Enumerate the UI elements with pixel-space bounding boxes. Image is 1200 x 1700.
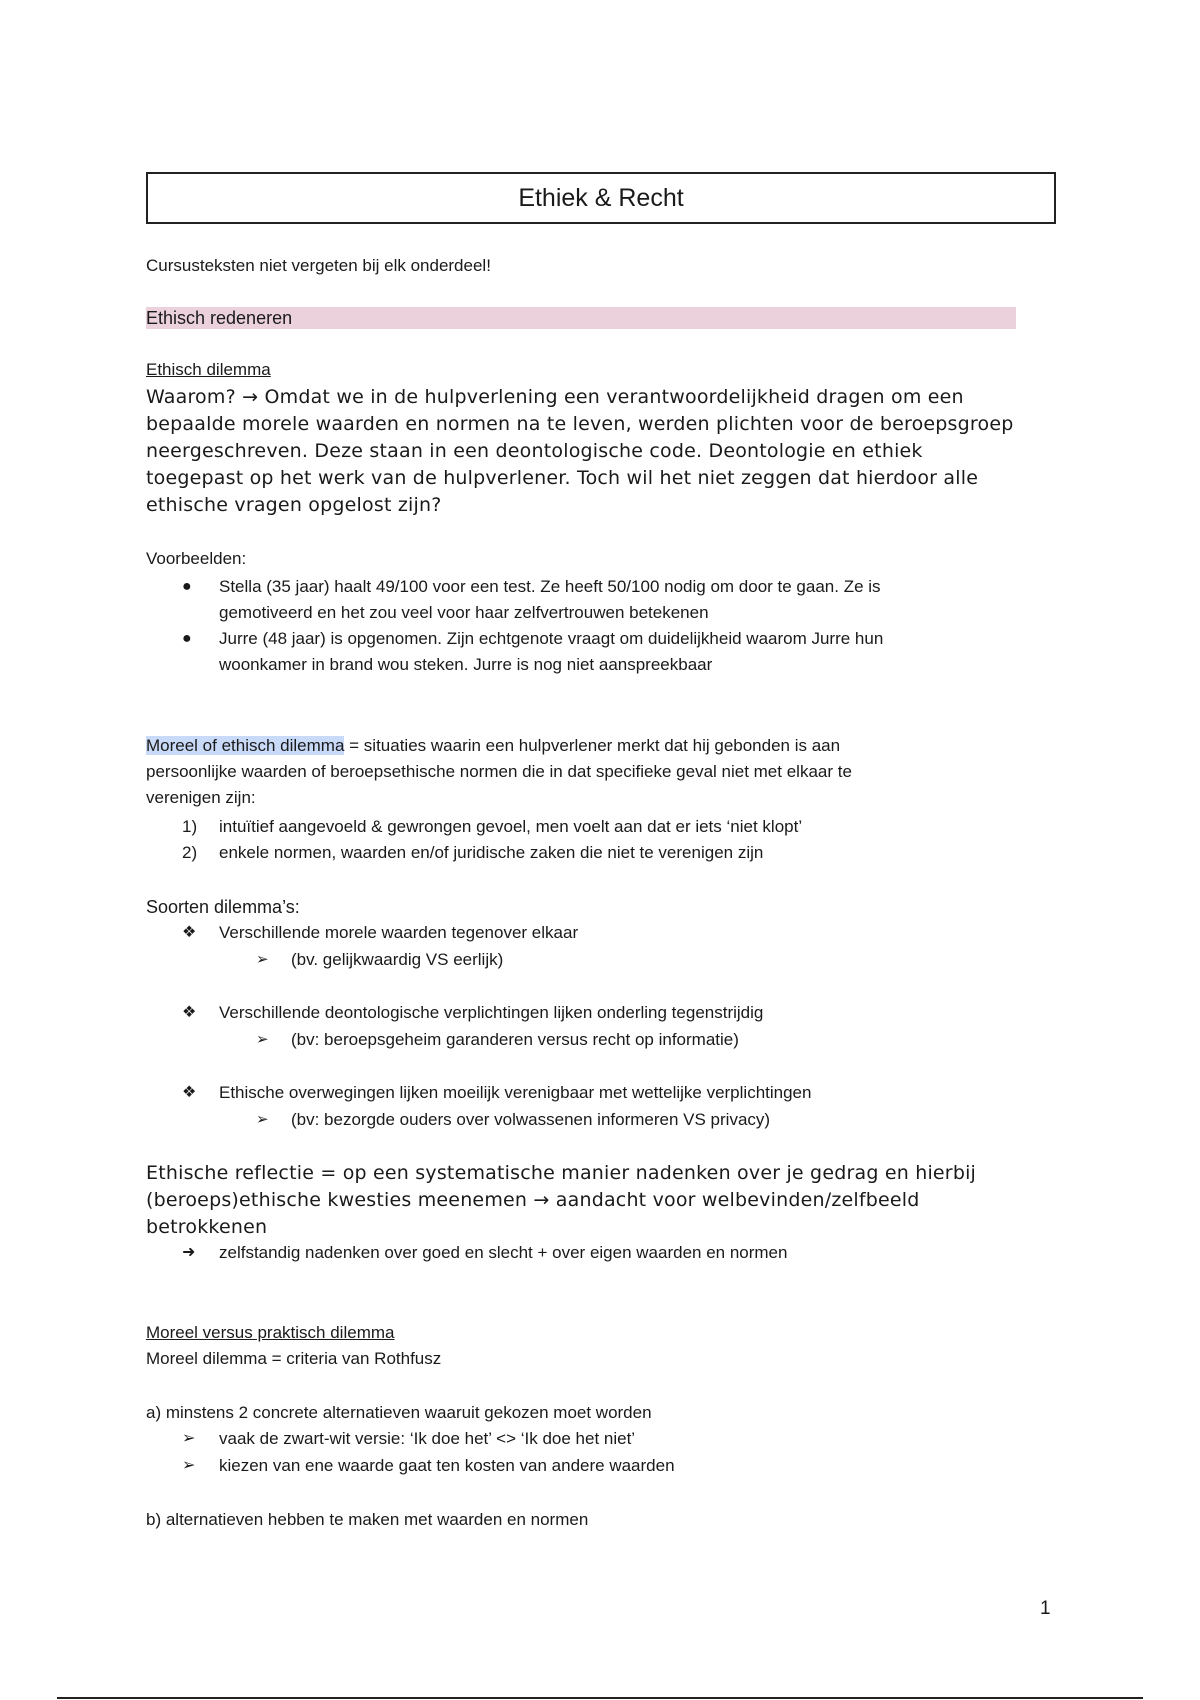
paragraph-line: Waarom? → Omdat we in de hulpverlening een verantwoordelijkheid dragen om een (146, 386, 964, 408)
course-note: Cursusteksten niet vergeten bij elk onderdeel! (146, 256, 491, 275)
example-line: Jurre (48 jaar) is opgenomen. Zijn echtgenote vraagt om duidelijkheid waarom Jurre hun (219, 629, 884, 648)
soorten-label: Soorten dilemma’s: (146, 897, 300, 917)
definition-line-1 (146, 733, 840, 759)
arrow-right-icon: ➜ (182, 1244, 196, 1261)
reflectie-line: (beroeps)ethische kwesties meenemen → aandacht voor welbevinden/zelfbeeld (146, 1189, 920, 1211)
paragraph-line: bepaalde morele waarden en normen na te leven, werden plichten voor de beroepsgroep (146, 413, 1014, 435)
reflectie-sub-text: zelfstandig nadenken over goed en slecht + over eigen waarden en normen (219, 1243, 788, 1262)
soort-sub-text: (bv: beroepsgeheim garanderen versus recht op informatie) (291, 1030, 739, 1049)
arrow-bullet-icon: ➢ (256, 951, 269, 968)
reflectie-line: betrokkenen (146, 1216, 268, 1238)
diamond-bullet-icon: ❖ (182, 1004, 197, 1021)
subheading-moreel-praktisch: Moreel versus praktisch dilemma (146, 1323, 395, 1342)
arrow-bullet-icon: ➢ (182, 1430, 196, 1447)
moreel-dilemma-line: Moreel dilemma = criteria van Rothfusz (146, 1349, 442, 1368)
subheading-ethisch-dilemma: Ethisch dilemma (146, 360, 271, 379)
numbered-item-text: enkele normen, waarden en/of juridische zaken die niet te verenigen zijn (219, 843, 764, 862)
example-line: gemotiveerd en het zou veel voor haar zelfvertrouwen betekenen (219, 603, 709, 622)
example-line: woonkamer in brand wou steken. Jurre is nog niet aanspreekbaar (219, 655, 713, 674)
criterion-a: a) minstens 2 concrete alternatieven waaruit gekozen moet worden (146, 1403, 652, 1422)
soort-sub-text: (bv: bezorgde ouders over volwassenen informeren VS privacy) (291, 1110, 771, 1129)
section-heading: Ethisch redeneren (146, 308, 293, 328)
paragraph-line: toegepast op het werk van de hulpverlener. Toch wil het niet zeggen dat hierdoor alle (146, 467, 979, 489)
definition-text: = situaties waarin een hulpverlener merkt dat hij gebonden is aan (344, 736, 841, 755)
arrow-bullet-icon: ➢ (182, 1457, 196, 1474)
soort-text: Verschillende morele waarden tegenover elkaar (219, 923, 579, 942)
soort-text: Ethische overwegingen lijken moeilijk verenigbaar met wettelijke verplichtingen (219, 1083, 812, 1102)
page-number: 1 (1040, 1598, 1051, 1619)
highlighted-term: Moreel of ethisch dilemma (146, 736, 345, 755)
paragraph-line: ethische vragen opgelost zijn? (146, 494, 442, 516)
numbered-item-text: intuïtief aangevoeld & gewrongen gevoel, men voelt aan dat er iets ‘niet klopt’ (219, 817, 803, 836)
item-number: 2) (182, 843, 198, 862)
criterion-a-sub-text: kiezen van ene waarde gaat ten kosten van andere waarden (219, 1456, 675, 1475)
soort-text: Verschillende deontologische verplichtingen lijken onderling tegenstrijdig (219, 1003, 764, 1022)
diamond-bullet-icon: ❖ (182, 924, 197, 941)
document-title: Ethiek & Recht (146, 172, 1056, 224)
examples-label: Voorbeelden: (146, 549, 247, 568)
diamond-bullet-icon: ❖ (182, 1084, 197, 1101)
criterion-a-sub-text: vaak de zwart-wit versie: ‘Ik doe het’ <> ‘Ik doe het niet’ (219, 1429, 636, 1448)
item-number: 1) (182, 817, 198, 836)
page-bottom-rule (57, 1697, 1143, 1699)
reflectie-line: Ethische reflectie = op een systematische manier nadenken over je gedrag en hierbij (146, 1162, 977, 1184)
definition-line-3: verenigen zijn: (146, 788, 256, 807)
arrow-bullet-icon: ➢ (256, 1031, 269, 1048)
example-line: Stella (35 jaar) haalt 49/100 voor een test. Ze heeft 50/100 nodig om door te gaan. Ze is (219, 577, 881, 596)
arrow-bullet-icon: ➢ (256, 1111, 269, 1128)
definition-line-2: persoonlijke waarden of beroepsethische normen die in dat specifieke geval niet met elkaar te (146, 762, 852, 781)
criterion-b: b) alternatieven hebben te maken met waarden en normen (146, 1510, 589, 1529)
bullet-dot-icon: ● (182, 630, 192, 647)
bullet-dot-icon: ● (182, 578, 192, 595)
soort-sub-text: (bv. gelijkwaardig VS eerlijk) (291, 950, 504, 969)
paragraph-line: neergeschreven. Deze staan in een deontologische code. Deontologie en ethiek (146, 440, 923, 462)
